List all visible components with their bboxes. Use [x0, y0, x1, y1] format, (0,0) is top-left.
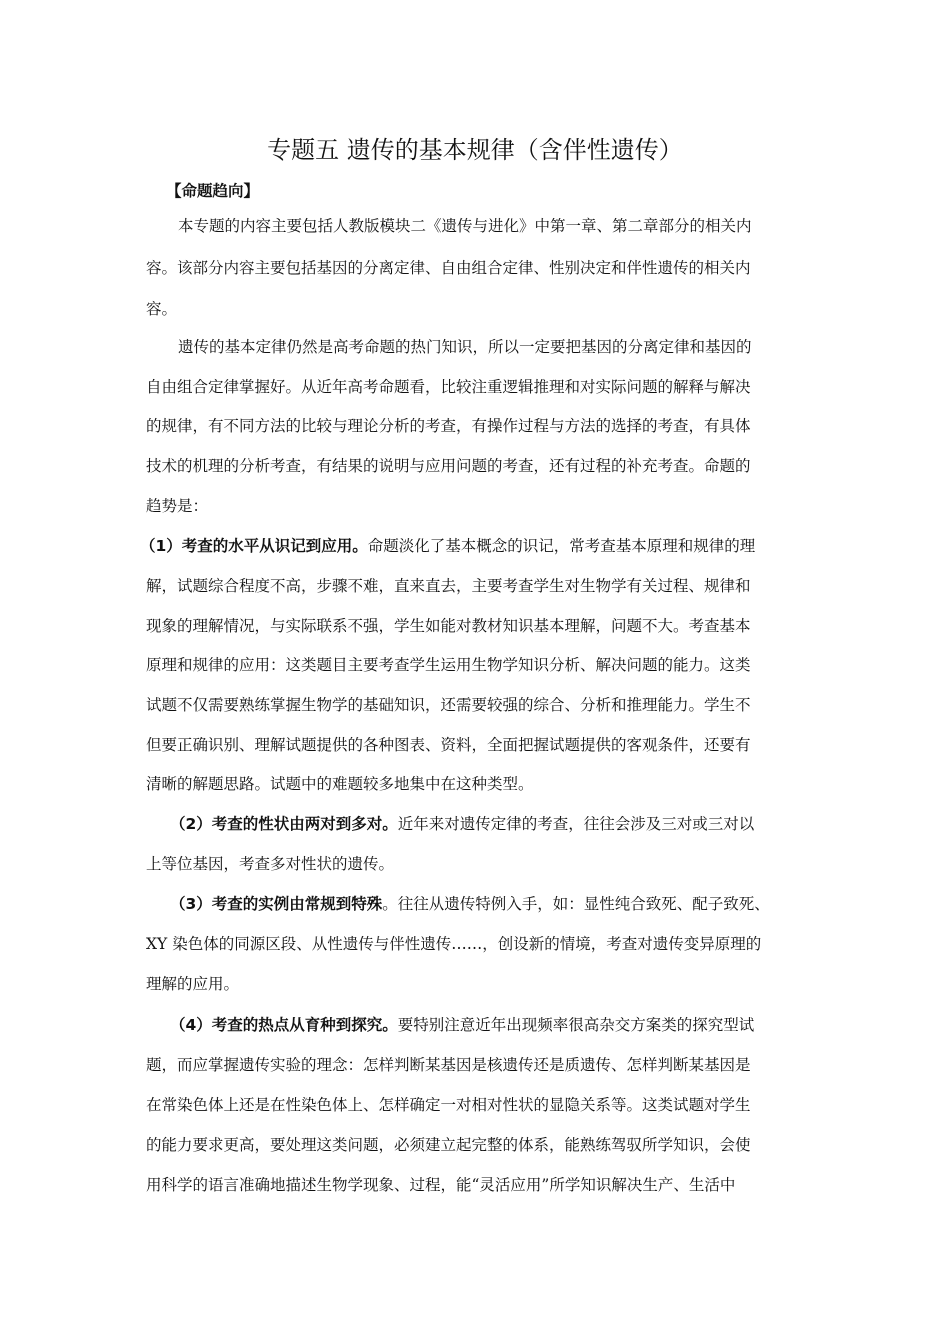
- item3-line-2: XY 染色体的同源区段、从性遗传与伴性遗传……，创设新的情境，考查对遗传变异原理的: [146, 935, 762, 953]
- item1-heading: （1）考查的水平从识记到应用。: [140, 537, 368, 555]
- item4-line-5: 用科学的语言准确地描述生物学现象、过程，能“灵活应用”所学知识解决生产、生活中: [146, 1176, 736, 1194]
- item2-line-2: 上等位基因，考查多对性状的遗传。: [146, 855, 395, 873]
- item3-heading: （3）考查的实例由常规到特殊: [170, 895, 383, 913]
- item1-line-7: 清晰的解题思路。试题中的难题较多地集中在这种类型。: [146, 775, 534, 793]
- item1-line-3: 现象的理解情况，与实际联系不强，学生如能对教材知识基本理解，问题不大。考查基本: [146, 617, 751, 635]
- item2-heading: （2）考查的性状由两对到多对。: [170, 815, 398, 833]
- para1-line-3: 容。: [146, 300, 178, 318]
- item1-line-5: 试题不仅需要熟练掌握生物学的基础知识，还需要较强的综合、分析和推理能力。学生不: [146, 696, 751, 714]
- item2-line-1: [170, 812, 754, 836]
- item4-heading: （4）考查的热点从育种到探究。: [170, 1016, 398, 1034]
- item3-first-rest: 。往往从遗传特例入手，如：显性纯合致死、配子致死、: [382, 895, 770, 913]
- item4-line-4: 的能力要求更高，要处理这类问题，必须建立起完整的体系，能熟练驾驭所学知识，会使: [146, 1136, 751, 1154]
- item3-line-3: 理解的应用。: [146, 975, 240, 993]
- item4-line-2: 题，而应掌握遗传实验的理念：怎样判断某基因是核遗传还是质遗传、怎样判断某基因是: [146, 1056, 751, 1074]
- item1-line-6: 但要正确识别、理解试题提供的各种图表、资料，全面把握试题提供的客观条件，还要有: [146, 736, 751, 754]
- item1-line-2: 解，试题综合程度不高，步骤不难，直来直去，主要考查学生对生物学有关过程、规律和: [146, 577, 751, 595]
- document-title: 专题五 遗传的基本规律（含伴性遗传）: [267, 136, 683, 164]
- item4-line-3: 在常染色体上还是在性染色体上、怎样确定一对相对性状的显隐关系等。这类试题对学生: [146, 1096, 751, 1114]
- item1-first-rest: 命题淡化了基本概念的识记，常考查基本原理和规律的理: [367, 537, 756, 555]
- item1-line-4: 原理和规律的应用：这类题目主要考查学生运用生物学知识分析、解决问题的能力。这类: [146, 656, 751, 674]
- item1-line-1: [140, 534, 755, 558]
- para2-line-5: 趋势是：: [146, 497, 209, 515]
- para2-line-2: 自由组合定律掌握好。从近年高考命题看，比较注重逻辑推理和对实际问题的解释与解决: [146, 378, 751, 396]
- para2-line-4: 技术的机理的分析考查，有结果的说明与应用问题的考查，还有过程的补充考查。命题的: [146, 457, 751, 475]
- item3-line-1: [170, 892, 770, 916]
- para1-line-2: 容。该部分内容主要包括基因的分离定律、自由组合定律、性别决定和伴性遗传的相关内: [146, 259, 751, 277]
- para2-line-1: 遗传的基本定律仍然是高考命题的热门知识，所以一定要把基因的分离定律和基因的: [178, 338, 752, 356]
- para2-line-3: 的规律，有不同方法的比较与理论分析的考查，有操作过程与方法的选择的考查，有具体: [146, 417, 751, 435]
- section-heading: 【命题趋向】: [166, 182, 260, 200]
- item4-line-1: [170, 1013, 754, 1037]
- para1-line-1: 本专题的内容主要包括人教版模块二《遗传与进化》中第一章、第二章部分的相关内: [178, 217, 752, 235]
- item2-first-rest: 近年来对遗传定律的考查，往往会涉及三对或三对以: [397, 815, 755, 833]
- item4-first-rest: 要特别注意近年出现频率很高杂交方案类的探究型试: [397, 1016, 755, 1034]
